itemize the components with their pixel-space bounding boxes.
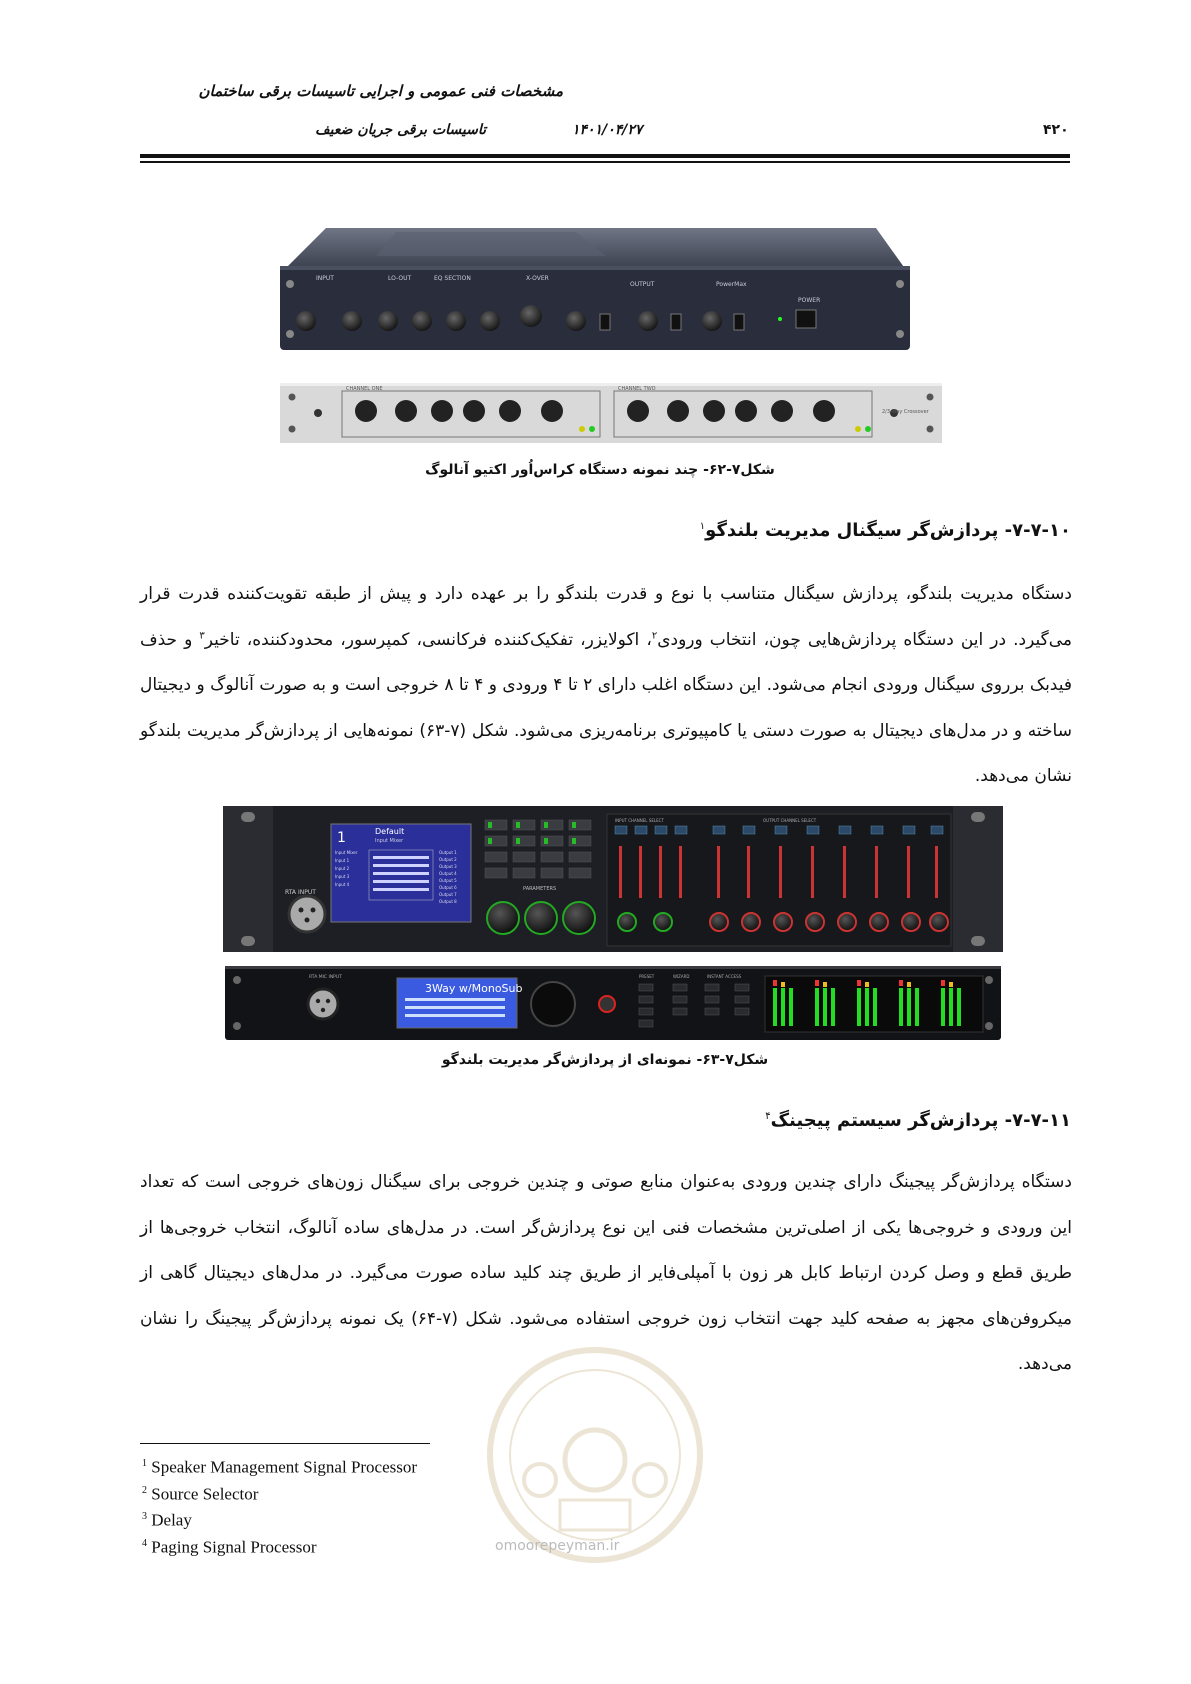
xlr-input[interactable] — [308, 989, 338, 1019]
screen-input: Input 2 — [335, 866, 350, 871]
screen-input: Input 3 — [335, 874, 350, 879]
watermark-seal — [480, 1340, 710, 1570]
mute-switch[interactable] — [671, 314, 681, 330]
screen-input: Input 1 — [335, 858, 350, 863]
section-label: EQ SECTION — [434, 275, 471, 282]
footnote-ref: ۱ — [699, 521, 706, 532]
knob[interactable] — [480, 311, 500, 331]
mute-switch[interactable] — [734, 314, 744, 330]
header-rule — [140, 154, 1070, 158]
section-label: X-OVER — [526, 275, 549, 282]
paragraph — [140, 572, 1072, 800]
footnote: $^4$ Paging Signal Processor — [142, 1537, 317, 1557]
clip-indicator — [599, 996, 615, 1012]
knob[interactable] — [412, 311, 432, 331]
input-label: RTA INPUT — [285, 889, 316, 896]
knob[interactable] — [566, 311, 586, 331]
heading-text: ۷-۷-۱۱- پردازش‌گر سیستم پیجینگ — [770, 1110, 1071, 1131]
document-date: ۱۴۰۱/۰۴/۲۷ — [572, 122, 643, 138]
screen-output: Output 5 — [439, 878, 457, 883]
watermark-url: omoorepeyman.ir — [495, 1538, 620, 1554]
section-label: PRESET — [639, 974, 655, 979]
screen-output: Output 7 — [439, 892, 457, 897]
section-label: OUTPUT — [630, 281, 655, 288]
paragraph: دستگاه پردازش‌گر پیجینگ دارای چندین ورودی به‌عنوان منابع صوتی و چندین خروجی برای سیگنال زون‌های خروجی است که تعداد این ورودی و خروجی‌ها یکی از اصلی‌ترین مشخصات فنی این نوع پردازش‌گر است. در مدل‌های ساده آنالوگ، انتخاب خروجی‌ها از طریق قطع و وصل کردن ارتباط کابل هر زون با آمپلی‌فایر از طریق چند کلید ساده صورت می‌گیرد. در مدل‌های دیجیتال گاهی از میکروفن‌های مجهز به صفحه کلید جهت انتخاب زون خروجی استفاده می‌شود. شکل (۷-۶۴) یک نمونه پردازش‌گر پیجینگ را نشان می‌دهد. — [140, 1172, 1072, 1374]
screen-output: Output 2 — [439, 857, 457, 862]
speaker-processor-device — [223, 806, 1003, 952]
parameter-encoder[interactable] — [487, 902, 519, 934]
section-label: PowerMax — [716, 281, 747, 288]
header-rule-thin — [140, 161, 1070, 163]
output-meters — [765, 976, 983, 1032]
knob[interactable] — [520, 305, 542, 327]
page-number: ۴۲۰ — [1043, 122, 1069, 138]
device-side-label: 2/3-Way Crossover — [882, 409, 929, 415]
crossover-device-dark — [276, 226, 914, 352]
footnote: $^2$ Source Selector — [142, 1484, 259, 1504]
power-button[interactable] — [796, 310, 816, 328]
main-encoder[interactable] — [531, 982, 575, 1026]
knob[interactable] — [638, 311, 658, 331]
channel-label: CHANNEL ONE — [346, 386, 383, 392]
footnote: $^3$ Delay — [142, 1510, 192, 1530]
knob[interactable] — [446, 311, 466, 331]
screen-input: Input Mixer — [335, 850, 358, 855]
screen-output: Output 3 — [439, 864, 457, 869]
paragraph-text: و حذف فیدبک برروی سیگنال ورودی انجام می‌شود. این دستگاه اغلب دارای ۲ تا ۴ ورودی و ۴ تا ۸ خروجی است و به صورت آنالوگ و دیجیتال ساخته و در مدل‌های دیجیتال به صورت دستی یا کامپیوتری برنامه‌ریزی می‌شود. شکل (۷-۶۳) نمونه‌هایی از پردازش‌گر مدیریت بلندگو نشان می‌دهد. — [140, 629, 1072, 786]
section-label: INPUT CHANNEL SELECT — [615, 818, 664, 823]
figure-caption: شکل۷-۶۲- چند نمونه دستگاه کراس‌اُور اکتیو آنالوگ — [425, 462, 775, 478]
section-heading — [700, 520, 1071, 541]
paragraph-text: ، اکولایزر، تفکیک‌کننده فرکانسی، کمپرسور، محدودکننده، تاخیر — [204, 629, 652, 650]
section-label: INSTANT ACCESS — [707, 974, 742, 979]
heading-text: ۷-۷-۱۰- پردازش‌گر سیگنال مدیریت بلندگو — [705, 520, 1071, 541]
section-label: INPUT — [316, 275, 334, 282]
screen-text: 3Way w/MonoSub — [425, 982, 523, 995]
screen-subtitle: Input Mixer — [375, 838, 404, 844]
screen-output: Output 8 — [439, 899, 457, 904]
section-label: WIZARD — [673, 974, 690, 979]
knob[interactable] — [702, 311, 722, 331]
footnotes — [142, 1452, 417, 1559]
knob[interactable] — [378, 311, 398, 331]
parameters-label: PARAMETERS — [523, 886, 557, 892]
xlr-input[interactable] — [289, 896, 325, 932]
knob[interactable] — [296, 311, 316, 331]
document-subtitle: تاسیسات برقی جریان ضعیف — [315, 122, 486, 138]
screen-input: Input 4 — [335, 882, 350, 887]
speaker-processor-device-2 — [225, 966, 1001, 1040]
document-title: مشخصات فنی عمومی و اجرایی تاسیسات برقی ساختمان — [198, 82, 563, 100]
parameter-encoder[interactable] — [563, 902, 595, 934]
input-label: RTA MIC INPUT — [309, 975, 342, 980]
screen-output: Output 4 — [439, 871, 457, 876]
paragraph-text: دستگاه مدیریت بلندگو، پردازش سیگنال متناسب با نوع و قدرت بلندگو را بر عهده دارد و پیش از طبقه تقویت‌کننده قدرت قرار می‌گیرد. در این دستگاه پردازش‌هایی چون، انتخاب ورودی — [140, 584, 1072, 650]
crossover-device-silver — [280, 383, 942, 443]
power-label: POWER — [798, 297, 821, 304]
figure-caption: شکل۷-۶۳- نمونه‌ای از پردازش‌گر مدیریت بلندگو — [441, 1052, 769, 1068]
screen-output: Output 1 — [439, 850, 457, 855]
footnote-ref: ۲ — [651, 629, 658, 641]
channel-label: CHANNEL TWO — [618, 386, 656, 392]
knob[interactable] — [342, 311, 362, 331]
screen-index: 1 — [337, 830, 346, 846]
screen-title: Default — [375, 827, 405, 836]
parameter-encoder[interactable] — [525, 902, 557, 934]
section-heading — [765, 1110, 1071, 1131]
screen-output: Output 6 — [439, 885, 457, 890]
mute-switch[interactable] — [600, 314, 610, 330]
section-label: OUTPUT CHANNEL SELECT — [763, 818, 817, 823]
footnote-ref: ۴ — [765, 1111, 771, 1122]
footnote-rule — [140, 1443, 430, 1444]
footnote-ref: ۳ — [199, 629, 205, 641]
section-label: LO-OUT — [388, 275, 412, 282]
footnote: $^1$ Speaker Management Signal Processor — [142, 1457, 418, 1477]
